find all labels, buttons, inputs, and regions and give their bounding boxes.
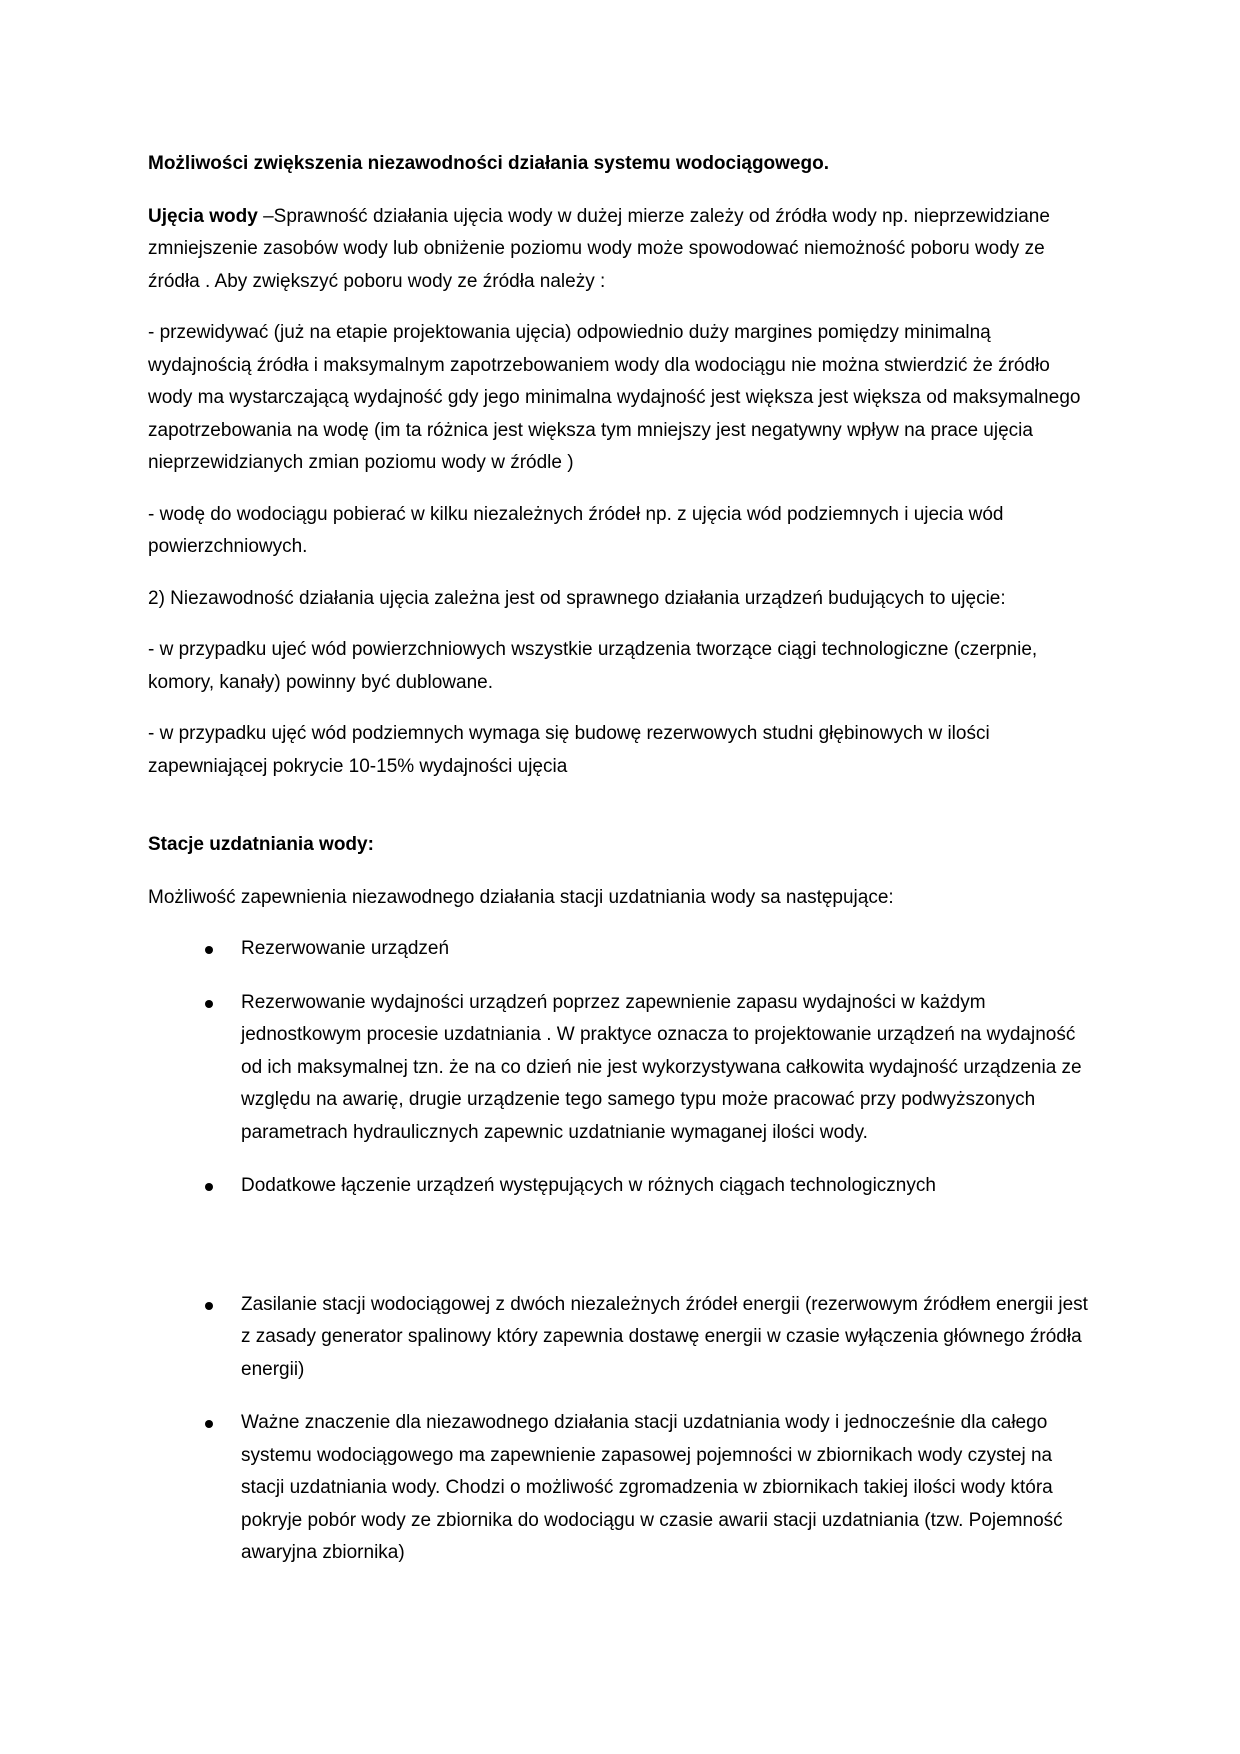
paragraph-5: - w przypadku ujęć wód podziemnych wymaga się budowę rezerwowych studni głębinowych w ilości zapewniającej pokrycie 10-15% wydajności ujęcia (148, 723, 990, 777)
list-item-text: Dodatkowe łączenie urządzeń występujących w różnych ciągach technologicznych (241, 1175, 936, 1196)
bullet-icon (205, 1420, 213, 1428)
paragraph-1: - przewidywać (już na etapie projektowania ujęcia) odpowiednio duży margines pomiędzy minimalną wydajnością źródła i maksymalnym zapotrzebowaniem wody dla wodociągu nie można stwierdzić że źródło wody ma wystarczającą wydajność gdy jego minimalna wydajność jest większa jest większa od maksymalnego zapotrzebowania na wodę (im ta różnica jest większa tym mniejszy jest negatywny wpływ na prace ujęcia nieprzewidzianych zmian poziomu wody w źródle ) (148, 322, 1081, 473)
intro-paragraph (148, 201, 1096, 299)
intro-text: –Sprawność działania ujęcia wody w dużej mierze zależy od źródła wody np. nieprzewidziane zmniejszenie zasobów wody lub obniżenie poziomu wody może spowodować niemożność poboru wody ze źródła . Aby zwiększyć poboru wody ze źródła należy : (148, 205, 1050, 292)
bullet-icon (205, 1302, 213, 1310)
document-page (148, 148, 1096, 1591)
bullet-icon (205, 1183, 213, 1191)
list-item-text: Rezerwowanie wydajności urządzeń poprzez zapewnienie zapasu wydajności w każdym jednostkowym procesie uzdatniania . W praktyce oznacza to projektowanie urządzeń na wydajność od ich maksymalnej tzn. że na co dzień nie jest wykorzystywana całkowita wydajność urządzenia ze względu na awarię, drugie urządzenie tego samego typu może pracować przy podwyższonych parametrach hydraulicznych zapewnic uzdatnianie wymaganej ilości wody. (241, 991, 1082, 1143)
paragraph-2: - wodę do wodociągu pobierać w kilku niezależnych źródeł np. z ujęcia wód podziemnych i ujecia wód powierzchniowych. (148, 503, 1004, 557)
list-item (148, 987, 1096, 1150)
bullet-list (148, 933, 1096, 1570)
paragraph-3: 2) Niezawodność działania ujęcia zależna jest od sprawnego działania urządzeń budujących to ujęcie: (148, 587, 1006, 609)
list-item (148, 1289, 1096, 1387)
list-item-text: Ważne znaczenie dla niezawodnego działania stacji uzdatniania wody i jednocześnie dla całego systemu wodociągowego ma zapewnienie zapasowej pojemności w zbiornikach wody czystej na stacji uzdatniania wody. Chodzi o możliwość zgromadzenia w zbiornikach takiej ilości wody która pokryje pobór wody ze zbiornika do wodociągu w czasie awarii stacji uzdatniania (tzw. Pojemność awaryjna zbiornika) (241, 1412, 1063, 1563)
list-item (148, 933, 1096, 966)
list-item-text: Rezerwowanie urządzeń (241, 938, 450, 959)
section-heading: Stacje uzdatniania wody: (148, 834, 374, 855)
document-title: Możliwości zwiększenia niezawodności działania systemu wodociągowego. (148, 153, 829, 174)
intro-lead: Ujęcia wody (148, 205, 258, 227)
section-intro: Możliwość zapewnienia niezawodnego działania stacji uzdatniania wody sa następujące: (148, 886, 894, 908)
list-item-text: Zasilanie stacji wodociągowej z dwóch niezależnych źródeł energii (rezerwowym źródłem energii jest z zasady generator spalinowy który zapewnia dostawę energii w czasie wyłączenia głównego źródła energii) (241, 1293, 1088, 1380)
list-item (148, 1407, 1096, 1570)
paragraph-4: - w przypadku ujeć wód powierzchniowych wszystkie urządzenia tworzące ciągi technologiczne (czerpnie, komory, kanały) powinny być dublowane. (148, 639, 1038, 693)
list-item (148, 1170, 1096, 1203)
bullet-icon (205, 1000, 213, 1008)
bullet-icon (205, 946, 213, 954)
